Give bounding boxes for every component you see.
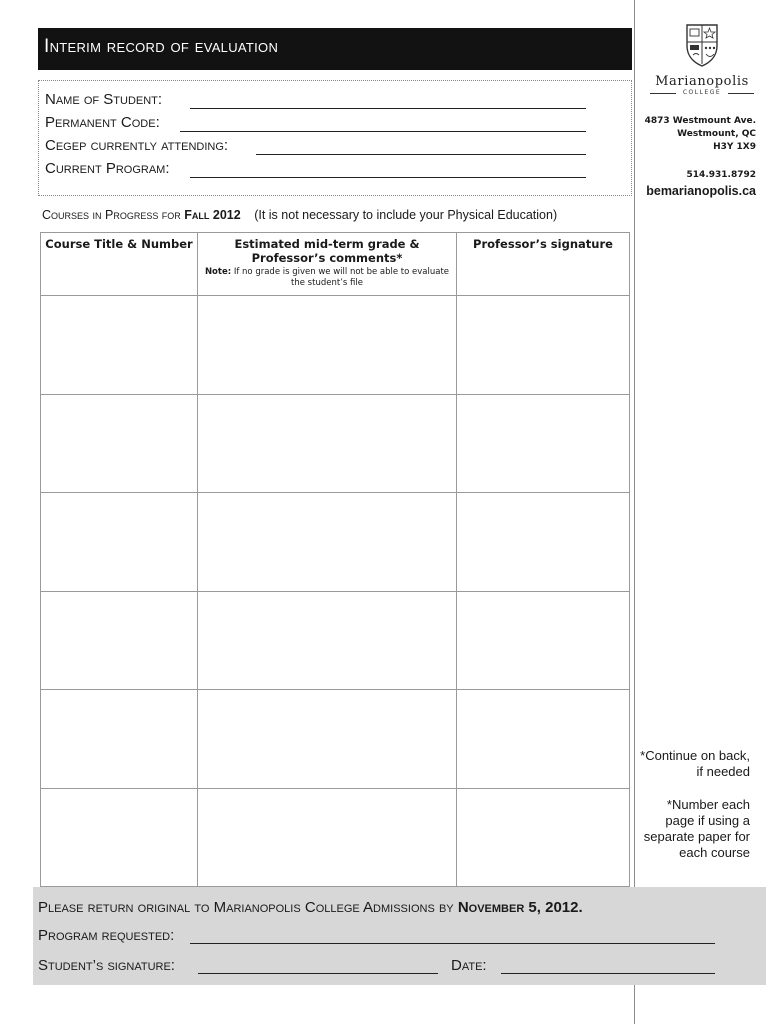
courses-heading-term: Fall 2012 — [184, 208, 241, 222]
address-line-2: Westmount, QC — [677, 129, 756, 139]
column-signature — [457, 233, 630, 296]
student-name-line[interactable] — [190, 108, 586, 109]
signature-cell[interactable] — [457, 493, 630, 592]
grade-note-label: Note: — [204, 267, 232, 277]
grade-cell[interactable] — [198, 296, 457, 395]
date-field[interactable] — [451, 957, 487, 974]
crest-icon — [684, 22, 720, 68]
current-program-field[interactable] — [45, 160, 625, 182]
program-requested-field[interactable] — [38, 927, 174, 944]
college-website[interactable]: bemarianopolis.ca — [646, 184, 756, 198]
courses-heading — [42, 208, 557, 222]
student-signature-line[interactable] — [198, 973, 438, 974]
grade-note — [198, 265, 456, 289]
grade-cell[interactable] — [198, 394, 457, 493]
margin-divider — [634, 0, 635, 1024]
column-grade-line2: Professor’s comments* — [251, 251, 403, 265]
permanent-code-field[interactable] — [45, 114, 625, 136]
student-signature-field[interactable] — [38, 957, 175, 974]
date-label: Date: — [451, 957, 487, 974]
cegep-line[interactable] — [256, 154, 586, 155]
student-name-label: Name of Student: — [45, 91, 163, 108]
logo-rule-right — [728, 93, 754, 94]
grade-cell[interactable] — [198, 690, 457, 789]
cegep-label: Cegep currently attending: — [45, 137, 229, 154]
student-name-field[interactable] — [45, 91, 625, 113]
college-address — [645, 115, 756, 154]
course-cell[interactable] — [41, 394, 198, 493]
permanent-code-label: Permanent Code: — [45, 114, 160, 131]
permanent-code-line[interactable] — [180, 131, 586, 132]
table-row — [41, 394, 630, 493]
student-signature-label: Student’s signature: — [38, 957, 175, 974]
table-row — [41, 591, 630, 690]
return-date: November 5, 2012. — [457, 899, 583, 916]
table-row — [41, 296, 630, 395]
signature-cell[interactable] — [457, 296, 630, 395]
table-row — [41, 788, 630, 887]
courses-table-header — [41, 233, 630, 296]
signature-cell[interactable] — [457, 690, 630, 789]
program-requested-label: Program requested: — [38, 927, 175, 944]
program-requested-line[interactable] — [190, 943, 715, 944]
continue-note: *Continue on back, if needed — [640, 748, 750, 779]
column-grade — [198, 233, 457, 296]
column-grade-line1: Estimated mid-term grade & — [234, 237, 420, 251]
grade-note-text: If no grade is given we will not be able to evaluate the student’s file — [233, 267, 450, 288]
college-logo — [646, 22, 758, 102]
grade-cell[interactable] — [198, 788, 457, 887]
table-row — [41, 690, 630, 789]
course-cell[interactable] — [41, 296, 198, 395]
address-line-3: H3Y 1X9 — [713, 142, 756, 152]
column-signature-label: Professor’s signature — [473, 237, 613, 251]
course-cell[interactable] — [41, 493, 198, 592]
column-course-label: Course Title & Number — [45, 237, 193, 251]
college-name: Marianopolis — [655, 74, 749, 89]
grade-cell[interactable] — [198, 493, 457, 592]
courses-heading-prefix: Courses in Progress for — [42, 208, 181, 222]
signature-cell[interactable] — [457, 591, 630, 690]
student-info-section — [38, 80, 632, 196]
date-line[interactable] — [501, 973, 715, 974]
footer-section — [33, 887, 766, 985]
current-program-line[interactable] — [190, 177, 586, 178]
college-subname: COLLEGE — [682, 89, 722, 96]
form-title-bar — [38, 28, 632, 70]
signature-cell[interactable] — [457, 394, 630, 493]
signature-cell[interactable] — [457, 788, 630, 887]
course-cell[interactable] — [41, 690, 198, 789]
column-course — [41, 233, 198, 296]
table-row — [41, 493, 630, 592]
course-cell[interactable] — [41, 591, 198, 690]
address-line-1: 4873 Westmount Ave. — [644, 116, 756, 126]
return-prefix: Please return original to Marianopolis College Admissions by — [38, 899, 454, 916]
courses-table — [40, 232, 630, 887]
cegep-field[interactable] — [45, 137, 625, 159]
courses-heading-note: (It is not necessary to include your Physical Education) — [254, 208, 558, 222]
form-title: Interim record of evaluation — [44, 36, 279, 57]
grade-cell[interactable] — [198, 591, 457, 690]
course-cell[interactable] — [41, 788, 198, 887]
number-pages-note: *Number each page if using a separate paper for each course — [643, 797, 750, 860]
college-phone: 514.931.8792 — [686, 170, 756, 180]
return-instruction — [38, 899, 583, 916]
current-program-label: Current Program: — [45, 160, 170, 177]
